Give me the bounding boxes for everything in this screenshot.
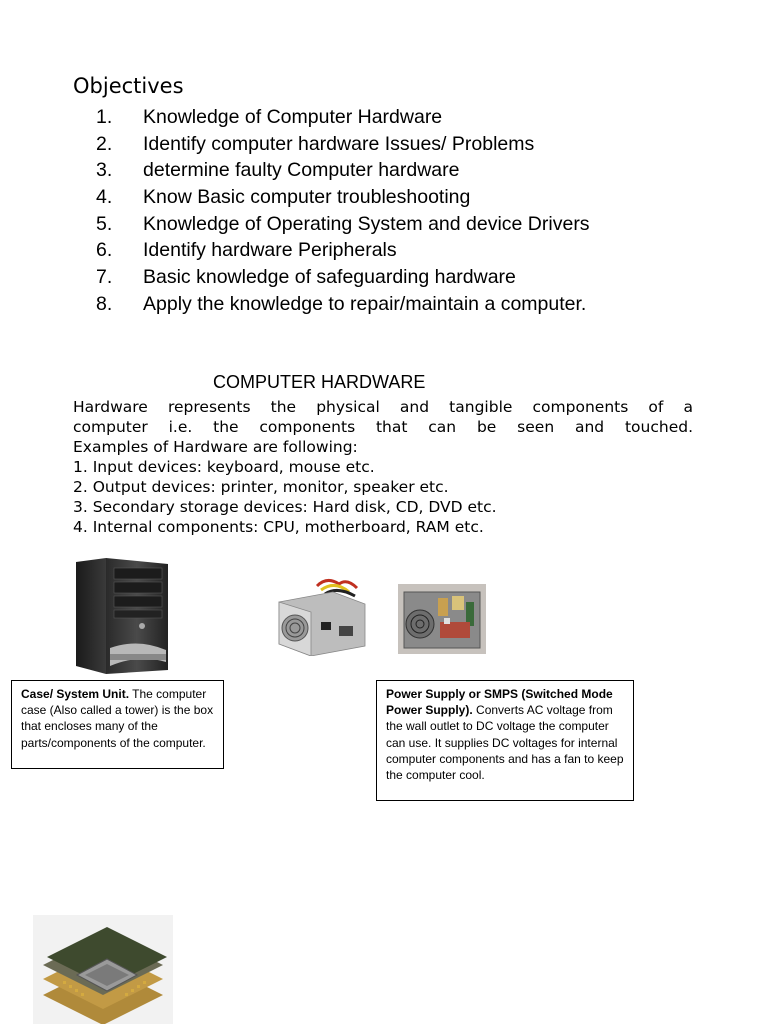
open-power-supply-image [398, 584, 486, 654]
hardware-line-3: Examples of Hardware are following: [73, 438, 358, 456]
objective-number: 6. [96, 239, 113, 262]
objective-number: 8. [96, 292, 113, 315]
objectives-list [96, 104, 590, 318]
objective-number: 2. [96, 132, 113, 155]
objective-item [96, 104, 590, 131]
objective-number: 3. [96, 159, 113, 182]
cpu-image [33, 915, 173, 1024]
objective-item [96, 184, 590, 211]
hardware-line-1: Hardware represents the physical and tangible components of a [73, 398, 693, 416]
objective-item [96, 157, 590, 184]
objective-text: determine faulty Computer hardware [143, 159, 460, 182]
objective-text: Identify computer hardware Issues/ Problems [143, 132, 535, 155]
hardware-line-7: 4. Internal components: CPU, motherboard, RAM etc. [73, 518, 484, 536]
objective-item [96, 291, 590, 318]
hardware-line-2: computer i.e. the components that can be seen and touched. [73, 418, 693, 436]
objective-text: Knowledge of Computer Hardware [143, 106, 443, 128]
objective-item [96, 211, 590, 238]
psu-caption-text: Converts AC voltage from the wall outlet to DC voltage the computer can use. It supplies DC voltages for internal computer components and has a fan to keep the computer cool. [386, 703, 624, 783]
case-caption-box [11, 680, 224, 769]
objective-item [96, 131, 590, 158]
hardware-line-4: 1. Input devices: keyboard, mouse etc. [73, 458, 375, 476]
objective-item [96, 237, 590, 264]
hardware-line-6: 3. Secondary storage devices: Hard disk, CD, DVD etc. [73, 498, 497, 516]
objective-text: Knowledge of Operating System and device Drivers [143, 212, 590, 235]
objective-item [96, 264, 590, 291]
psu-caption-title: Power Supply or SMPS (Switched Mode Power Supply). [386, 687, 613, 718]
objective-number: 4. [96, 186, 113, 209]
objective-text: Identify hardware Peripherals [143, 239, 397, 262]
objective-number: 7. [96, 266, 113, 289]
psu-caption-box [376, 680, 634, 801]
power-supply-image [277, 576, 367, 656]
objectives-heading: Objectives [73, 74, 184, 98]
objective-text: Basic knowledge of safeguarding hardware [143, 266, 516, 289]
hardware-paragraph [73, 397, 693, 537]
hardware-title: COMPUTER HARDWARE [213, 372, 426, 392]
case-caption-title: Case/ System Unit. [21, 687, 130, 701]
objective-number: 1. [96, 106, 113, 128]
computer-case-image [74, 558, 170, 676]
case-caption-text: The computer case (Also called a tower) is the box that encloses many of the parts/components of the computer. [21, 687, 214, 750]
hardware-line-5: 2. Output devices: printer, monitor, speaker etc. [73, 478, 449, 496]
objective-text: Apply the knowledge to repair/maintain a computer. [143, 292, 587, 315]
objective-number: 5. [96, 212, 113, 235]
objective-text: Know Basic computer troubleshooting [143, 186, 471, 209]
